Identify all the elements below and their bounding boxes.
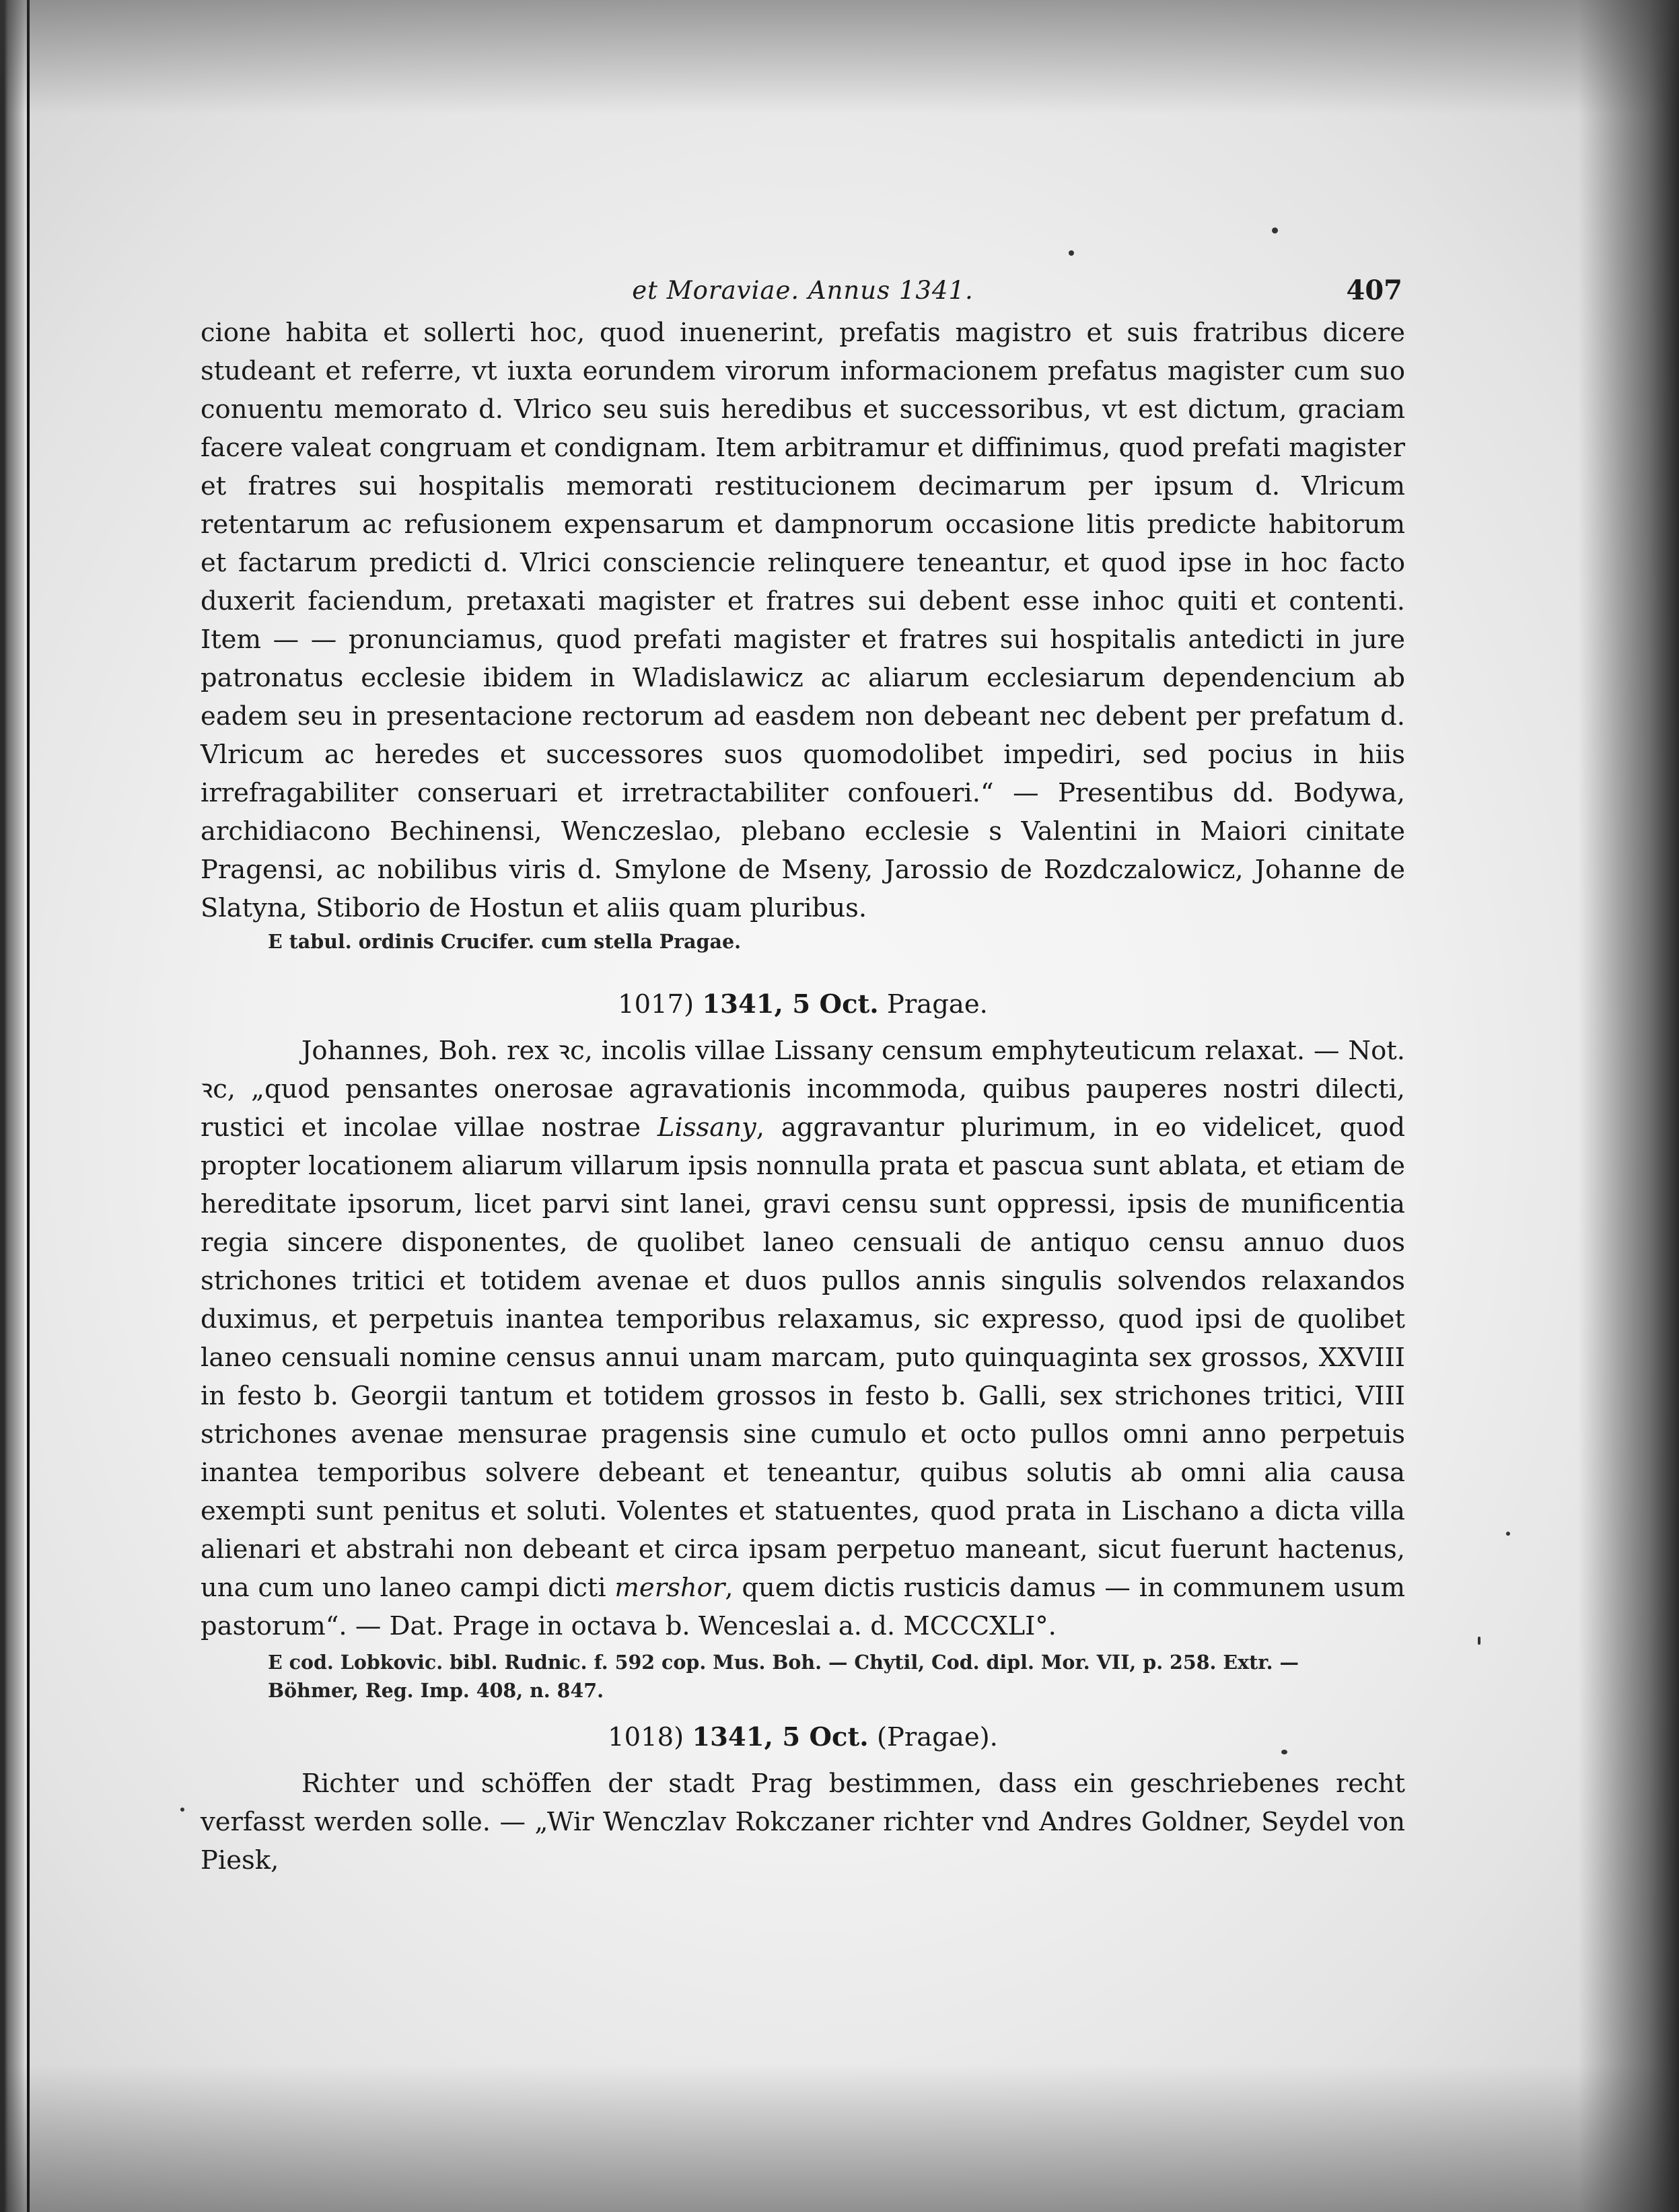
- document-number: 1018): [608, 1722, 684, 1752]
- document-1017-source-line-1: E cod. Lobkovic. bibl. Rudnic. f. 592 cop. Mus. Boh. — Chytil, Cod. dipl. Mor. VII, p. 258. Extr. —: [268, 1651, 1299, 1674]
- top-scan-shadow: [0, 0, 1679, 114]
- continued-document-source: E tabul. ordinis Crucifer. cum stella Pragae.: [268, 930, 742, 953]
- document-number: 1017): [618, 989, 694, 1020]
- continued-document-text: cione habita et sollerti hoc, quod inuenerint, prefatis magistro et suis fratribus dicere studeant et referre, vt iuxta eorundem virorum informacionem prefatus magister cum suo conuentu memorato d. Vlrico seu suis heredibus et successoribus, vt est dictum, graciam facere valeat congruam et condignam. Item arbitramur et diffinimus, quod prefati magister et fratres sui hospitalis memorati restitucionem decimarum per ipsum d. Vlricum retentarum ac refusionem expensarum et dampnorum occasione litis predicte habitorum et factarum predicti d. Vlrici consciencie relinquere teneantur, et quod ipse in hoc facto duxerit faciendum, pretaxati magister et fratres sui debent esse inhoc quiti et contenti. Item — — pronunciamus, quod prefati magister et fratres sui hospitalis antedicti in jure patronatus ecclesie ibidem in Wladislawicz ac aliarum ecclesiarum dependencium ab eadem seu in presentacione rectorum ad easdem non debeant nec debent per prefatum d. Vlricum ac heredes et successores suos quomodolibet impediri, sed pocius in hiis irrefragabiliter conseruari et irretractabiliter confoueri.“ — Presentibus dd. Bodywa, archidiacono Bechinensi, Wenczeslao, plebano ecclesie s Valentini in Maiori cinitate Pragensi, ac nobilibus viris d. Smylone de Mseny, Jarossio de Rozdczalowicz, Johanne de Slatyna, Stiborio de Hostun et aliis quam pluribus.: [201, 318, 1405, 923]
- binding-line: [27, 0, 30, 2212]
- running-title: et Moraviae. Annus 1341.: [632, 276, 974, 305]
- village-name: Lissany: [657, 1112, 756, 1143]
- dust-speck: [1506, 1532, 1510, 1536]
- dust-speck: [180, 1808, 184, 1812]
- document-1017-source-line-2: Böhmer, Reg. Imp. 408, n. 847.: [268, 1679, 604, 1702]
- text-part: Johannes, Boh. rex ꝛc, incolis villae Lissany censum emphyteuticum relaxat. — Not. ꝛc, „quod pensantes onerosae agravationis incommoda, quibus pauperes nostri dilecti, rustici et incolae villae nostrae: [201, 1036, 1405, 1143]
- dust-speck: [1069, 250, 1074, 256]
- field-name: mershor: [614, 1573, 725, 1603]
- document-1017-text: [201, 1032, 1405, 1645]
- document-1018-heading: [201, 1718, 1405, 1756]
- page-number: 407: [1346, 275, 1402, 306]
- text-part: , aggravantur plurimum, in eo videlicet, quod propter locationem aliarum villarum ipsis nonnulla prata et pascua sunt ablata, et etiam de hereditate ipsorum, licet parvi sint lanei, gravi censu sunt oppressi, ipsis de munificentia regia sincere disponentes, de quolibet laneo censuali de antiquo censu annuo duos strichones tritici et totidem avenae et duos pullos annis singulis solvendos relaxandos duximus, et perpetuis inantea temporibus relaxamus, sic expresso, quod ipsi de quolibet laneo censuali nomine census annui unam marcam, puto quinquaginta sex grossos, XXVIII in festo b. Georgii tantum et totidem grossos in festo b. Galli, sex strichones tritici, VIII strichones avenae mensurae pragensis sine cumulo et octo pullos omni anno perpetuis inantea temporibus solvere debeant et teneantur, quibus solutis ab omni alia causa exempti sunt penitus et soluti. Volentes et statuentes, quod prata in Lischano a dicta villa alienari et abstrahi non debeant et circa ipsam perpetuo maneant, sicut fuerunt hactenus, una cum uno laneo campi dicti: [201, 1112, 1405, 1603]
- continued-document: [201, 314, 1405, 956]
- left-scan-shadow: [0, 0, 24, 2212]
- document-1017-heading: [201, 985, 1405, 1024]
- document-date: 1341, 5 Oct.: [692, 1722, 869, 1752]
- bottom-scan-shadow: [0, 2064, 1679, 2212]
- running-header: [201, 276, 1405, 314]
- document-1018-text: Richter und schöffen der stadt Prag bestimmen, dass ein geschriebenes recht verfasst werden solle. — „Wir Wenczlav Rokczaner richter vnd Andres Goldner, Seydel von Piesk,: [201, 1769, 1405, 1876]
- book-page: [201, 276, 1405, 1880]
- document-1017: [201, 985, 1405, 1705]
- document-date: 1341, 5 Oct.: [702, 989, 879, 1020]
- document-place: (Pragae).: [876, 1722, 998, 1752]
- dust-speck: [1272, 227, 1278, 234]
- text-part: , quem dictis rusticis damus — in communem usum pastorum“. — Dat. Prage in octava b. Wenceslai a. d. MCCCXLI°.: [201, 1573, 1405, 1641]
- document-1018: [201, 1718, 1405, 1880]
- right-scan-shadow: [1578, 0, 1679, 2212]
- dust-speck: [1478, 1637, 1480, 1645]
- document-place: Pragae.: [886, 989, 988, 1020]
